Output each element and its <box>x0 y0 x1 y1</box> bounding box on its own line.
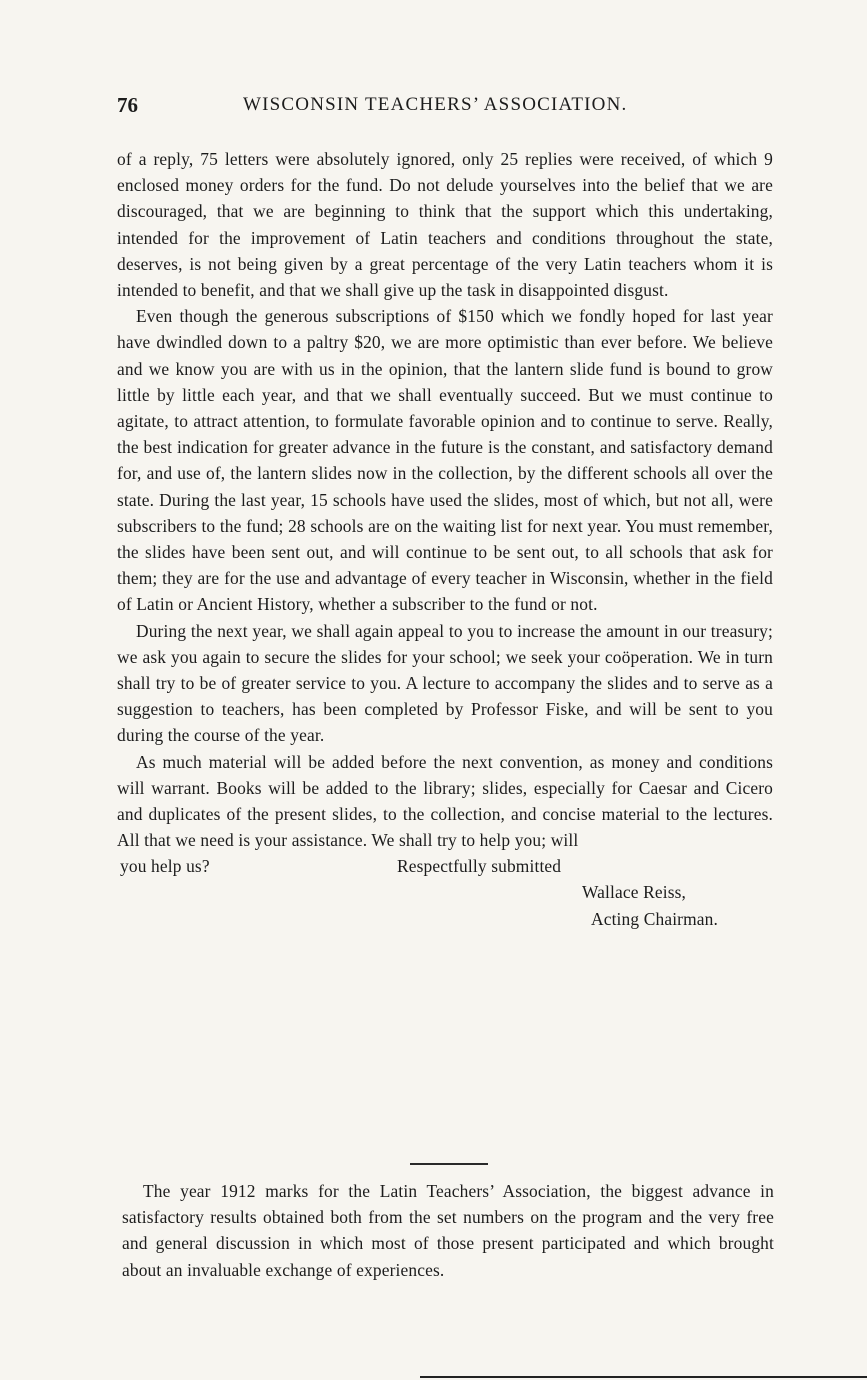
closing-line <box>117 853 773 879</box>
report-body <box>117 146 773 932</box>
signature-name: Wallace Reiss, <box>582 882 687 903</box>
paragraph-optimism: Even though the generous subscriptions of $150 which we fondly hoped for last year have dwindled down to a paltry $20, we are more optimistic than ever before. We believe and we know you are with us in the opinion, that the lantern slide fund is bound to grow little by little each year, and that we shall eventually succeed. But we must continue to agitate, to attract attention, to formulate favorable opinion and to continue to serve. Really, the best indication for greater advance in the future is the constant, and satisfactory demand for, and use of, the lantern slides now in the collection, by the different schools all over the state. During the last year, 15 schools have used the slides, most of which, but not all, were subscribers to the fund; 28 schools are on the waiting list for next year. You must remember, the slides have been sent out, and will continue to be sent out, to all schools that ask for them; they are for the use and advantage of every teacher in Wisconsin, whether in the field of Latin or Ancient History, whether a subscriber to the fund or not. <box>117 306 773 615</box>
page-number: 76 <box>117 93 138 117</box>
next-section <box>122 1178 774 1283</box>
paragraph-material: As much material will be added before the next convention, as money and conditions will warrant. Books will be added to the library; slides, especially for Caesar and Cicero and duplicates of the present slides, to the collection, and concise material to the lectures. All that we need is your assistance. We shall try to help you; will <box>117 751 773 851</box>
signature-title: Acting Chairman. <box>591 908 719 929</box>
paragraph-continuation: of a reply, 75 letters were absolutely ignored, only 25 replies were received, of which 9 enclosed money orders for the fund. Do not delude yourselves into the belief that we are discouraged, that we are beginning to think that the support which this undertaking, intended for the improvement of Latin teachers and conditions throughout the state, deserves, is not being given by a great percentage of the very Latin teachers whom it is intended to benefit, and that we shall give up the task in disappointed disgust. <box>117 149 773 301</box>
paragraph-1912: The year 1912 marks for the Latin Teachers’ Association, the biggest advance in satisfactory results obtained both from the set numbers on the program and the very free and general discussion in which most of those present participated and which brought about an invaluable exchange of experiences. <box>122 1181 774 1280</box>
running-title: WISCONSIN TEACHERS’ ASSOCIATION. <box>243 94 628 115</box>
section-divider <box>410 1163 488 1165</box>
paragraph-next-year: During the next year, we shall again appeal to you to increase the amount in our treasury; we ask you again to secure the slides for your school; we seek your coöperation. We in turn shall try to be of greater service to you. A lecture to accompany the slides and to serve as a suggestion to teachers, has been completed by Professor Fiske, and will be sent to you during the course of the year. <box>117 620 773 746</box>
closing-salutation: Respectfully submitted <box>397 856 562 877</box>
closing-question: you help us? <box>120 856 210 877</box>
page-bottom-rule <box>420 1376 867 1378</box>
page-header <box>117 93 777 123</box>
